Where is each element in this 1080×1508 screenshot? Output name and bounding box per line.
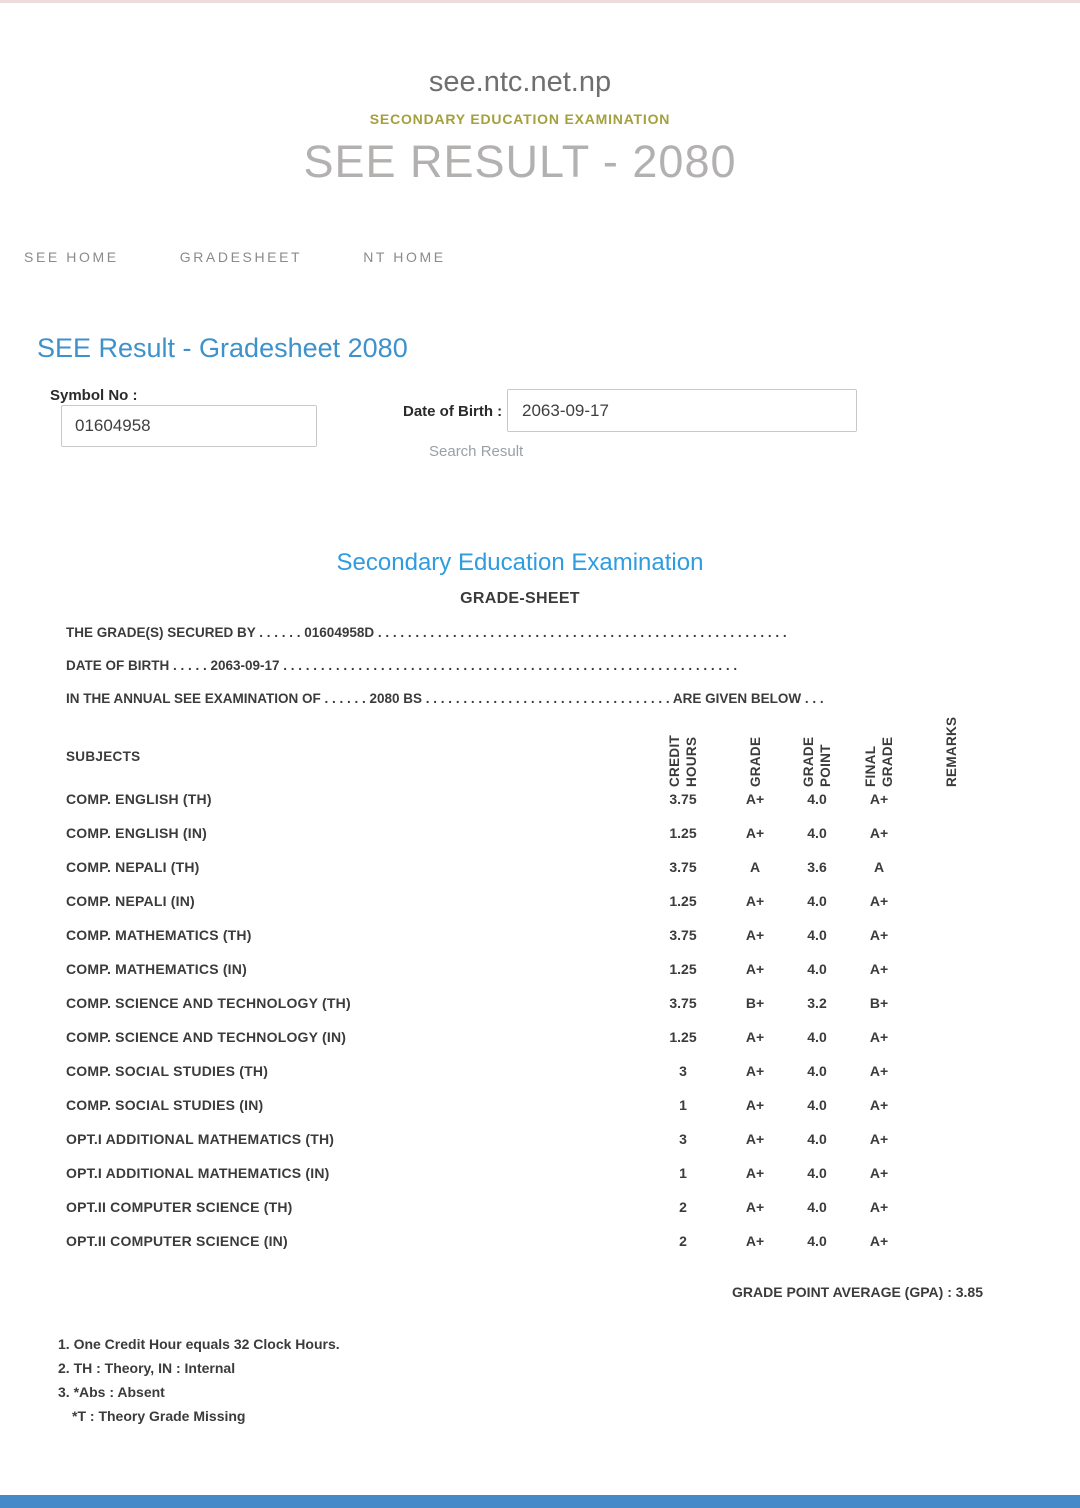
grade-point-cell: 4.0 — [807, 1165, 827, 1181]
grade-cell: A+ — [745, 1199, 765, 1215]
grade-cell: B+ — [745, 995, 765, 1011]
grade-cell: A+ — [745, 893, 765, 909]
grade-point-cell: 3.2 — [807, 995, 827, 1011]
table-row — [0, 1020, 1040, 1054]
credit-hours-cell: 1 — [679, 1097, 687, 1113]
column-header-subjects: SUBJECTS — [66, 749, 141, 764]
credit-hours-cell: 2 — [679, 1199, 687, 1215]
subject-cell: COMP. ENGLISH (IN) — [66, 825, 208, 841]
credit-hours-cell: 1.25 — [669, 893, 697, 909]
credit-hours-cell: 3 — [679, 1063, 687, 1079]
final-grade-cell: A — [873, 859, 885, 875]
final-grade-cell: A+ — [869, 791, 889, 807]
final-grade-cell: A+ — [869, 1233, 889, 1249]
nav-nt-home[interactable]: NT HOME — [363, 249, 446, 265]
grade-cell: A — [749, 859, 761, 875]
column-header-grade-point: GRADE POINT — [801, 736, 833, 787]
credit-hours-cell: 3 — [679, 1131, 687, 1147]
footnotes — [58, 1337, 340, 1433]
table-row — [0, 782, 1040, 816]
site-domain: see.ntc.net.np — [428, 66, 612, 98]
final-grade-cell: A+ — [869, 1199, 889, 1215]
credit-hours-cell: 1 — [679, 1165, 687, 1181]
nav-see-home[interactable]: SEE HOME — [24, 249, 119, 265]
symbol-no-label: Symbol No : — [50, 387, 138, 404]
credit-hours-cell: 3.75 — [669, 791, 697, 807]
grade-point-cell: 4.0 — [807, 1131, 827, 1147]
credit-hours-cell: 1.25 — [669, 1029, 697, 1045]
subject-cell: COMP. NEPALI (TH) — [66, 859, 200, 875]
table-row — [0, 1122, 1040, 1156]
grade-point-cell: 4.0 — [807, 893, 827, 909]
final-grade-cell: A+ — [869, 1165, 889, 1181]
subject-cell: OPT.II COMPUTER SCIENCE (TH) — [66, 1199, 293, 1215]
site-subtitle: SECONDARY EDUCATION EXAMINATION — [369, 111, 671, 127]
table-row — [0, 816, 1040, 850]
credit-hours-cell: 1.25 — [669, 961, 697, 977]
grade-cell: A+ — [745, 825, 765, 841]
table-row — [0, 1054, 1040, 1088]
grade-cell: A+ — [745, 1097, 765, 1113]
grade-cell: A+ — [745, 1063, 765, 1079]
subject-cell: COMP. SOCIAL STUDIES (IN) — [66, 1097, 264, 1113]
final-grade-cell: A+ — [869, 1097, 889, 1113]
credit-hours-cell: 3.75 — [669, 927, 697, 943]
table-row — [0, 918, 1040, 952]
main-nav — [24, 249, 446, 265]
grade-cell: A+ — [745, 1233, 765, 1249]
table-row — [0, 952, 1040, 986]
table-row — [0, 1190, 1040, 1224]
footnote-credit-hour: 1. One Credit Hour equals 32 Clock Hours. — [58, 1336, 340, 1352]
footnote-absent: 3. *Abs : Absent — [58, 1384, 165, 1400]
footnote-theory-missing: *T : Theory Grade Missing — [72, 1408, 246, 1424]
subject-cell: OPT.II COMPUTER SCIENCE (IN) — [66, 1233, 288, 1249]
subject-cell: COMP. SCIENCE AND TECHNOLOGY (IN) — [66, 1029, 347, 1045]
grade-point-cell: 4.0 — [807, 825, 827, 841]
table-row — [0, 1224, 1040, 1258]
final-grade-cell: A+ — [869, 1063, 889, 1079]
credit-hours-cell: 2 — [679, 1233, 687, 1249]
table-row — [0, 850, 1040, 884]
section-heading: SEE Result - Gradesheet 2080 — [37, 333, 408, 363]
gradesheet-line-dob: DATE OF BIRTH . . . . . 2063-09-17 . . . . . . . . . . . . . . . . . . . . . . . . . . . . . . . . . . . . . . . . . . . . . . . . . . . . . . . . . . . . . — [66, 658, 738, 673]
table-row — [0, 1156, 1040, 1190]
subject-cell: COMP. SCIENCE AND TECHNOLOGY (TH) — [66, 995, 351, 1011]
grade-point-cell: 4.0 — [807, 791, 827, 807]
grade-cell: A+ — [745, 961, 765, 977]
final-grade-cell: A+ — [869, 893, 889, 909]
subject-cell: OPT.I ADDITIONAL MATHEMATICS (IN) — [66, 1165, 330, 1181]
column-header-grade: GRADE — [747, 736, 763, 787]
dob-label: Date of Birth : — [403, 403, 503, 420]
credit-hours-cell: 1.25 — [669, 825, 697, 841]
final-grade-cell: A+ — [869, 825, 889, 841]
subject-cell: OPT.I ADDITIONAL MATHEMATICS (TH) — [66, 1131, 335, 1147]
gradesheet-line-secured-by: THE GRADE(S) SECURED BY . . . . . . 01604958D . . . . . . . . . . . . . . . . . . . . . . . . . . . . . . . . . . . . . . . . . . . . . . . . . . . . . . . — [66, 625, 787, 640]
nav-gradesheet[interactable]: GRADESHEET — [179, 249, 303, 265]
subject-cell: COMP. NEPALI (IN) — [66, 893, 195, 909]
symbol-no-input[interactable] — [61, 405, 317, 447]
dob-input[interactable] — [507, 389, 857, 432]
subject-cell: COMP. SOCIAL STUDIES (TH) — [66, 1063, 269, 1079]
page-title: SEE RESULT - 2080 — [303, 136, 737, 187]
gpa-summary: GRADE POINT AVERAGE (GPA) : 3.85 — [732, 1284, 983, 1300]
final-grade-cell: A+ — [869, 961, 889, 977]
grade-point-cell: 4.0 — [807, 1097, 827, 1113]
grade-cell: A+ — [745, 791, 765, 807]
grade-cell: A+ — [745, 1165, 765, 1181]
subject-cell: COMP. ENGLISH (TH) — [66, 791, 212, 807]
table-row — [0, 884, 1040, 918]
grade-cell: A+ — [745, 1029, 765, 1045]
gradesheet-line-exam-year: IN THE ANNUAL SEE EXAMINATION OF . . . . . . 2080 BS . . . . . . . . . . . . . . . . . . . . . . . . . . . . . . . . . ARE GIVEN BELOW . . . — [66, 691, 824, 706]
final-grade-cell: A+ — [869, 1029, 889, 1045]
column-header-final-grade: FINAL GRADE — [863, 736, 895, 787]
final-grade-cell: A+ — [869, 927, 889, 943]
top-accent-bar — [0, 0, 1080, 3]
grade-point-cell: 4.0 — [807, 1233, 827, 1249]
subject-cell: COMP. MATHEMATICS (TH) — [66, 927, 252, 943]
subjects-table-body — [0, 782, 1040, 1258]
footnote-th-in: 2. TH : Theory, IN : Internal — [58, 1360, 236, 1376]
column-header-remarks: REMARKS — [943, 716, 959, 787]
credit-hours-cell: 3.75 — [669, 995, 697, 1011]
grade-point-cell: 4.0 — [807, 1199, 827, 1215]
grade-point-cell: 4.0 — [807, 1063, 827, 1079]
table-row — [0, 986, 1040, 1020]
final-grade-cell: A+ — [869, 1131, 889, 1147]
grade-point-cell: 3.6 — [807, 859, 827, 875]
search-result-button[interactable]: Search Result — [429, 443, 524, 460]
grade-cell: A+ — [745, 927, 765, 943]
table-row — [0, 1088, 1040, 1122]
grade-point-cell: 4.0 — [807, 927, 827, 943]
grade-point-cell: 4.0 — [807, 1029, 827, 1045]
grade-cell: A+ — [745, 1131, 765, 1147]
final-grade-cell: B+ — [869, 995, 889, 1011]
gradesheet-subheading: GRADE-SHEET — [460, 590, 580, 607]
grade-point-cell: 4.0 — [807, 961, 827, 977]
column-header-credit-hours: CREDIT HOURS — [667, 734, 699, 787]
footer-bar — [0, 1495, 1080, 1508]
credit-hours-cell: 3.75 — [669, 859, 697, 875]
subject-cell: COMP. MATHEMATICS (IN) — [66, 961, 247, 977]
gradesheet-heading: Secondary Education Examination — [336, 549, 704, 576]
